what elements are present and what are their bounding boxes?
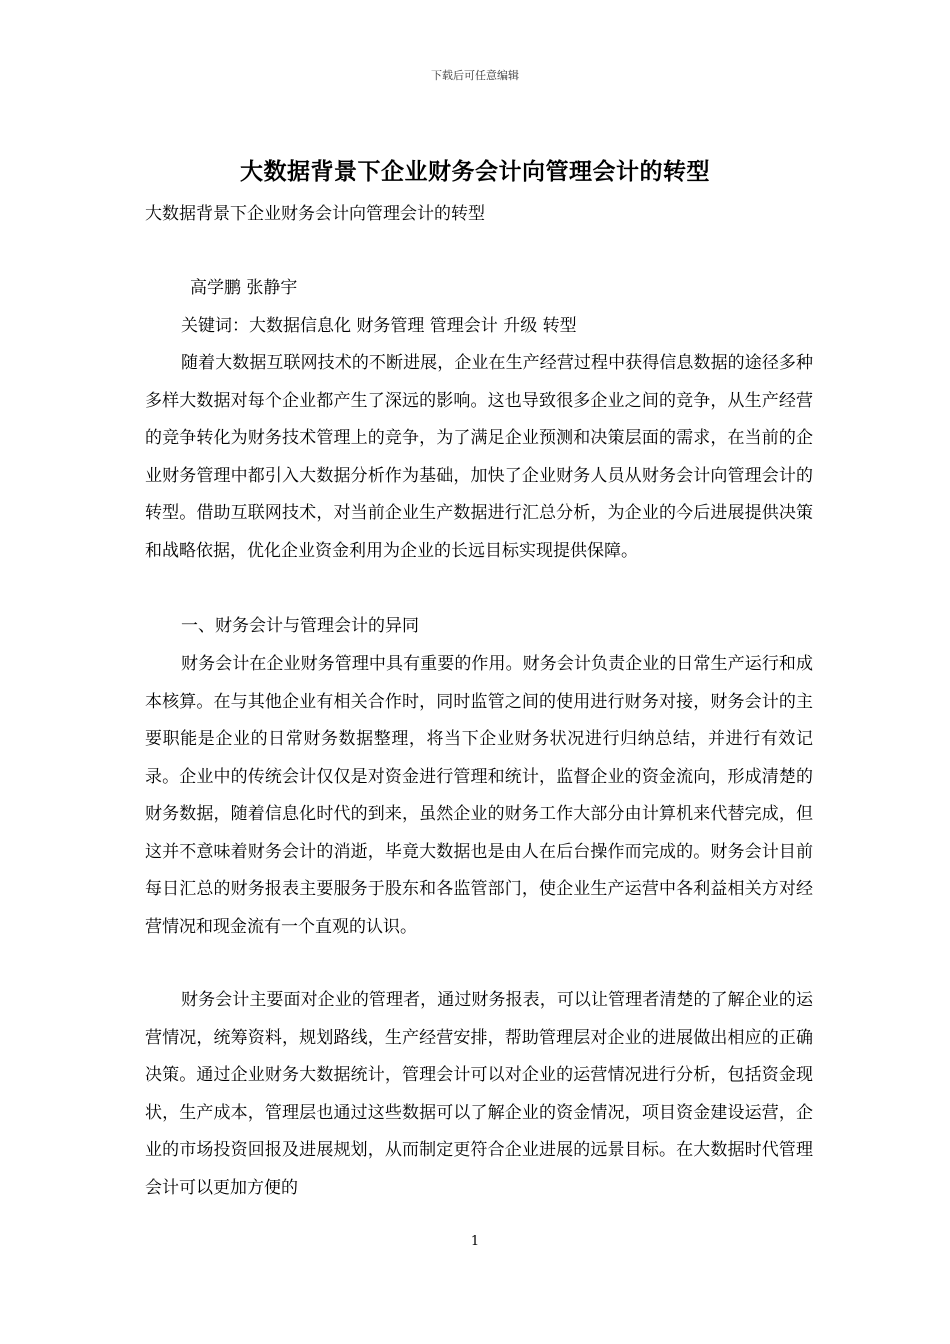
paragraph: 财务会计主要面对企业的管理者，通过财务报表，可以让管理者清楚的了解企业的运营情况，统筹资料，规划路线，生产经营安排，帮助管理层对企业的进展做出相应的正确决策。通过企业财务大数据统计，管理会计可以对企业的运营情况进行分析，包括资金现状，生产成本，管理层也通过这些数据可以了解企业的资金情况，项目资金建设运营，企业的市场投资回报及进展规划，从而制定更符合企业进展的远景目标。在大数据时代管理会计可以更加方便的 — [145, 990, 813, 1198]
header-note: 下载后可任意编辑 — [431, 69, 519, 82]
body-section-intro — [145, 345, 813, 570]
authors: 高学鹏 张静宇 — [190, 278, 298, 298]
paragraph: 财务会计在企业财务管理中具有重要的作用。财务会计负责企业的日常生产运行和成本核算。在与其他企业有相关合作时，同时监管之间的使用进行财务对接，财务会计的主要职能是企业的日常财务数据整理，将当下企业财务状况进行归纳总结，并进行有效记录。企业中的传统会计仅仅是对资金进行管理和统计，监督企业的资金流向，形成清楚的财务数据，随着信息化时代的到来，虽然企业的财务工作大部分由计算机来代替完成，但这并不意味着财务会计的消逝，毕竟大数据也是由人在后台操作而完成的。财务会计目前每日汇总的财务报表主要服务于股东和各监管部门，使企业生产运营中各利益相关方对经营情况和现金流有一个直观的认识。 — [145, 654, 813, 937]
document-title: 大数据背景下企业财务会计向管理会计的转型 — [240, 158, 710, 185]
body-section-management-accounting — [145, 982, 813, 1207]
paragraph: 随着大数据互联网技术的不断进展，企业在生产经营过程中获得信息数据的途径多种多样大数据对每个企业都产生了深远的影响。这也导致很多企业之间的竞争，从生产经营的竞争转化为财务技术管理上的竞争，为了满足企业预测和决策层面的需求，在当前的企业财务管理中都引入大数据分析作为基础，加快了企业财务人员从财务会计向管理会计的转型。借助互联网技术，对当前企业生产数据进行汇总分析，为企业的今后进展提供决策和战略依据，优化企业资金利用为企业的长远目标实现提供保障。 — [145, 353, 813, 561]
section-heading-block — [145, 608, 813, 646]
document-subtitle: 大数据背景下企业财务会计向管理会计的转型 — [145, 204, 485, 224]
body-section-financial-accounting — [145, 646, 813, 946]
keywords: 关键词：大数据信息化 财务管理 管理会计 升级 转型 — [181, 316, 577, 336]
section-heading: 一、财务会计与管理会计的异同 — [181, 616, 419, 636]
page-number: 1 — [470, 1234, 480, 1249]
